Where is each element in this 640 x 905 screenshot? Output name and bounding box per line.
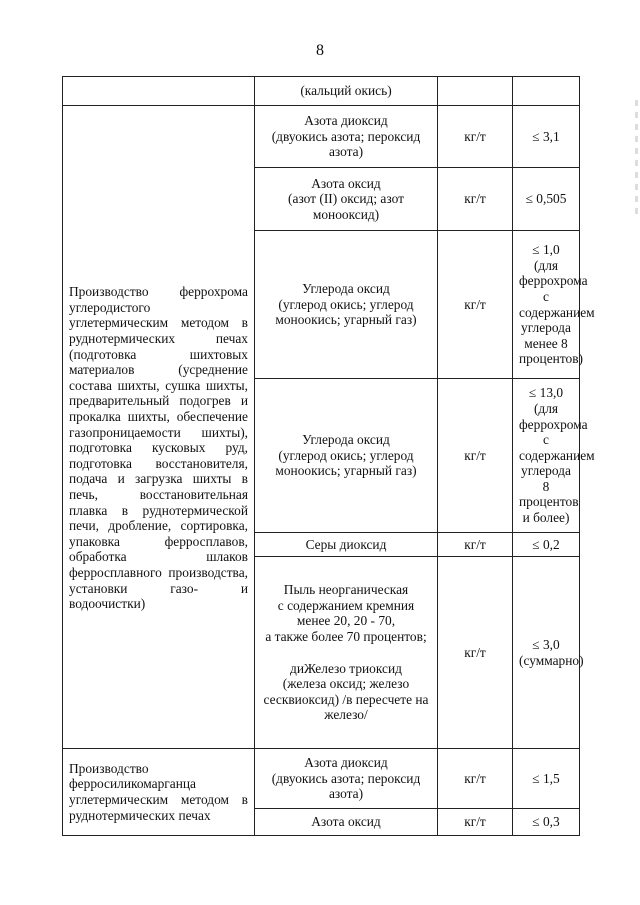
substance-name: Углерода оксид (углерод окись; углерод моноокись; угарный газ): [275, 281, 417, 328]
value-cell: ≤ 3,0 (суммарно): [513, 557, 580, 749]
substance-name: Пыль неорганическая с содержанием кремния менее 20, 20 - 70, а также более 70 процентов;: [265, 582, 427, 644]
table-row: [63, 749, 580, 809]
unit-cell: кг/т: [438, 379, 513, 533]
value-cell: ≤ 1,0 (для феррохрома с содержанием углерода менее 8 процентов): [513, 231, 580, 379]
unit-cell: кг/т: [438, 749, 513, 809]
empty-cell: [63, 77, 255, 106]
value-cell: ≤ 0,505: [513, 168, 580, 231]
unit-cell: кг/т: [438, 231, 513, 379]
substance-extra: диЖелезо триоксид (железа оксид; железо сесквиоксид) /в пересчете на железо/: [263, 660, 429, 723]
substance-name: Азота оксид: [311, 814, 381, 830]
process-cell: Производство ферросиликомарганца углетермическим методом в руднотермических печах: [63, 749, 255, 836]
substance-cell: [255, 533, 438, 557]
process-cell: Производство феррохрома углеродистого углетермическим методом в руднотермических печах (подготовка шихтовых материалов (усреднение состава шихты, сушка шихты, предварительный подогрев и прокалка шихты, обеспечение газопроницаемости шихты), подготовка кусковых руд, подготовка восстановителя, подача и загрузка шихты в печь, восстановительная плавка в руднотермической печи, дробление, сортировка, упаковка ферросплавов, обработка шлаков ферросплавного производства, установки газо- и водоочистки): [63, 106, 255, 749]
substance-name: Углерода оксид (углерод окись; углерод моноокись; угарный газ): [275, 432, 417, 479]
unit-cell: кг/т: [438, 168, 513, 231]
substance-cell: [255, 557, 438, 749]
substance-cell: [255, 749, 438, 809]
substance-cell: [255, 106, 438, 168]
spacer: [261, 645, 431, 661]
substance-name: Азота диоксид (двуокись азота; пероксид азота): [271, 755, 421, 802]
substance-cell: [255, 168, 438, 231]
empty-cell: [438, 77, 513, 106]
value-cell: ≤ 3,1: [513, 106, 580, 168]
value-cell: ≤ 13,0 (для феррохрома с содержанием углерода 8 процентов и более): [513, 379, 580, 533]
value-cell: ≤ 1,5: [513, 749, 580, 809]
substance-cell: [255, 231, 438, 379]
substance-cell: [255, 809, 438, 836]
emission-norms-table: [62, 76, 595, 836]
substance-name: Азота оксид (азот (II) оксид; азот монооксид): [288, 175, 404, 222]
table-body: [63, 77, 595, 836]
unit-cell: кг/т: [438, 557, 513, 749]
page-number: 8: [316, 42, 324, 59]
table-row: [63, 77, 580, 106]
unit-cell: кг/т: [438, 533, 513, 557]
substance-cell: [255, 379, 438, 533]
empty-cell: [513, 77, 580, 106]
unit-cell: кг/т: [438, 106, 513, 168]
substance-name: Азота диоксид (двуокись азота; пероксид азота): [271, 113, 421, 160]
substance-cell: (кальций окись): [255, 77, 438, 106]
scan-artifact: [635, 100, 638, 220]
value-cell: ≤ 0,3: [513, 809, 580, 836]
table-row: [63, 106, 580, 168]
substance-name: Серы диоксид: [305, 536, 387, 552]
value-cell: ≤ 0,2: [513, 533, 580, 557]
unit-cell: кг/т: [438, 809, 513, 836]
